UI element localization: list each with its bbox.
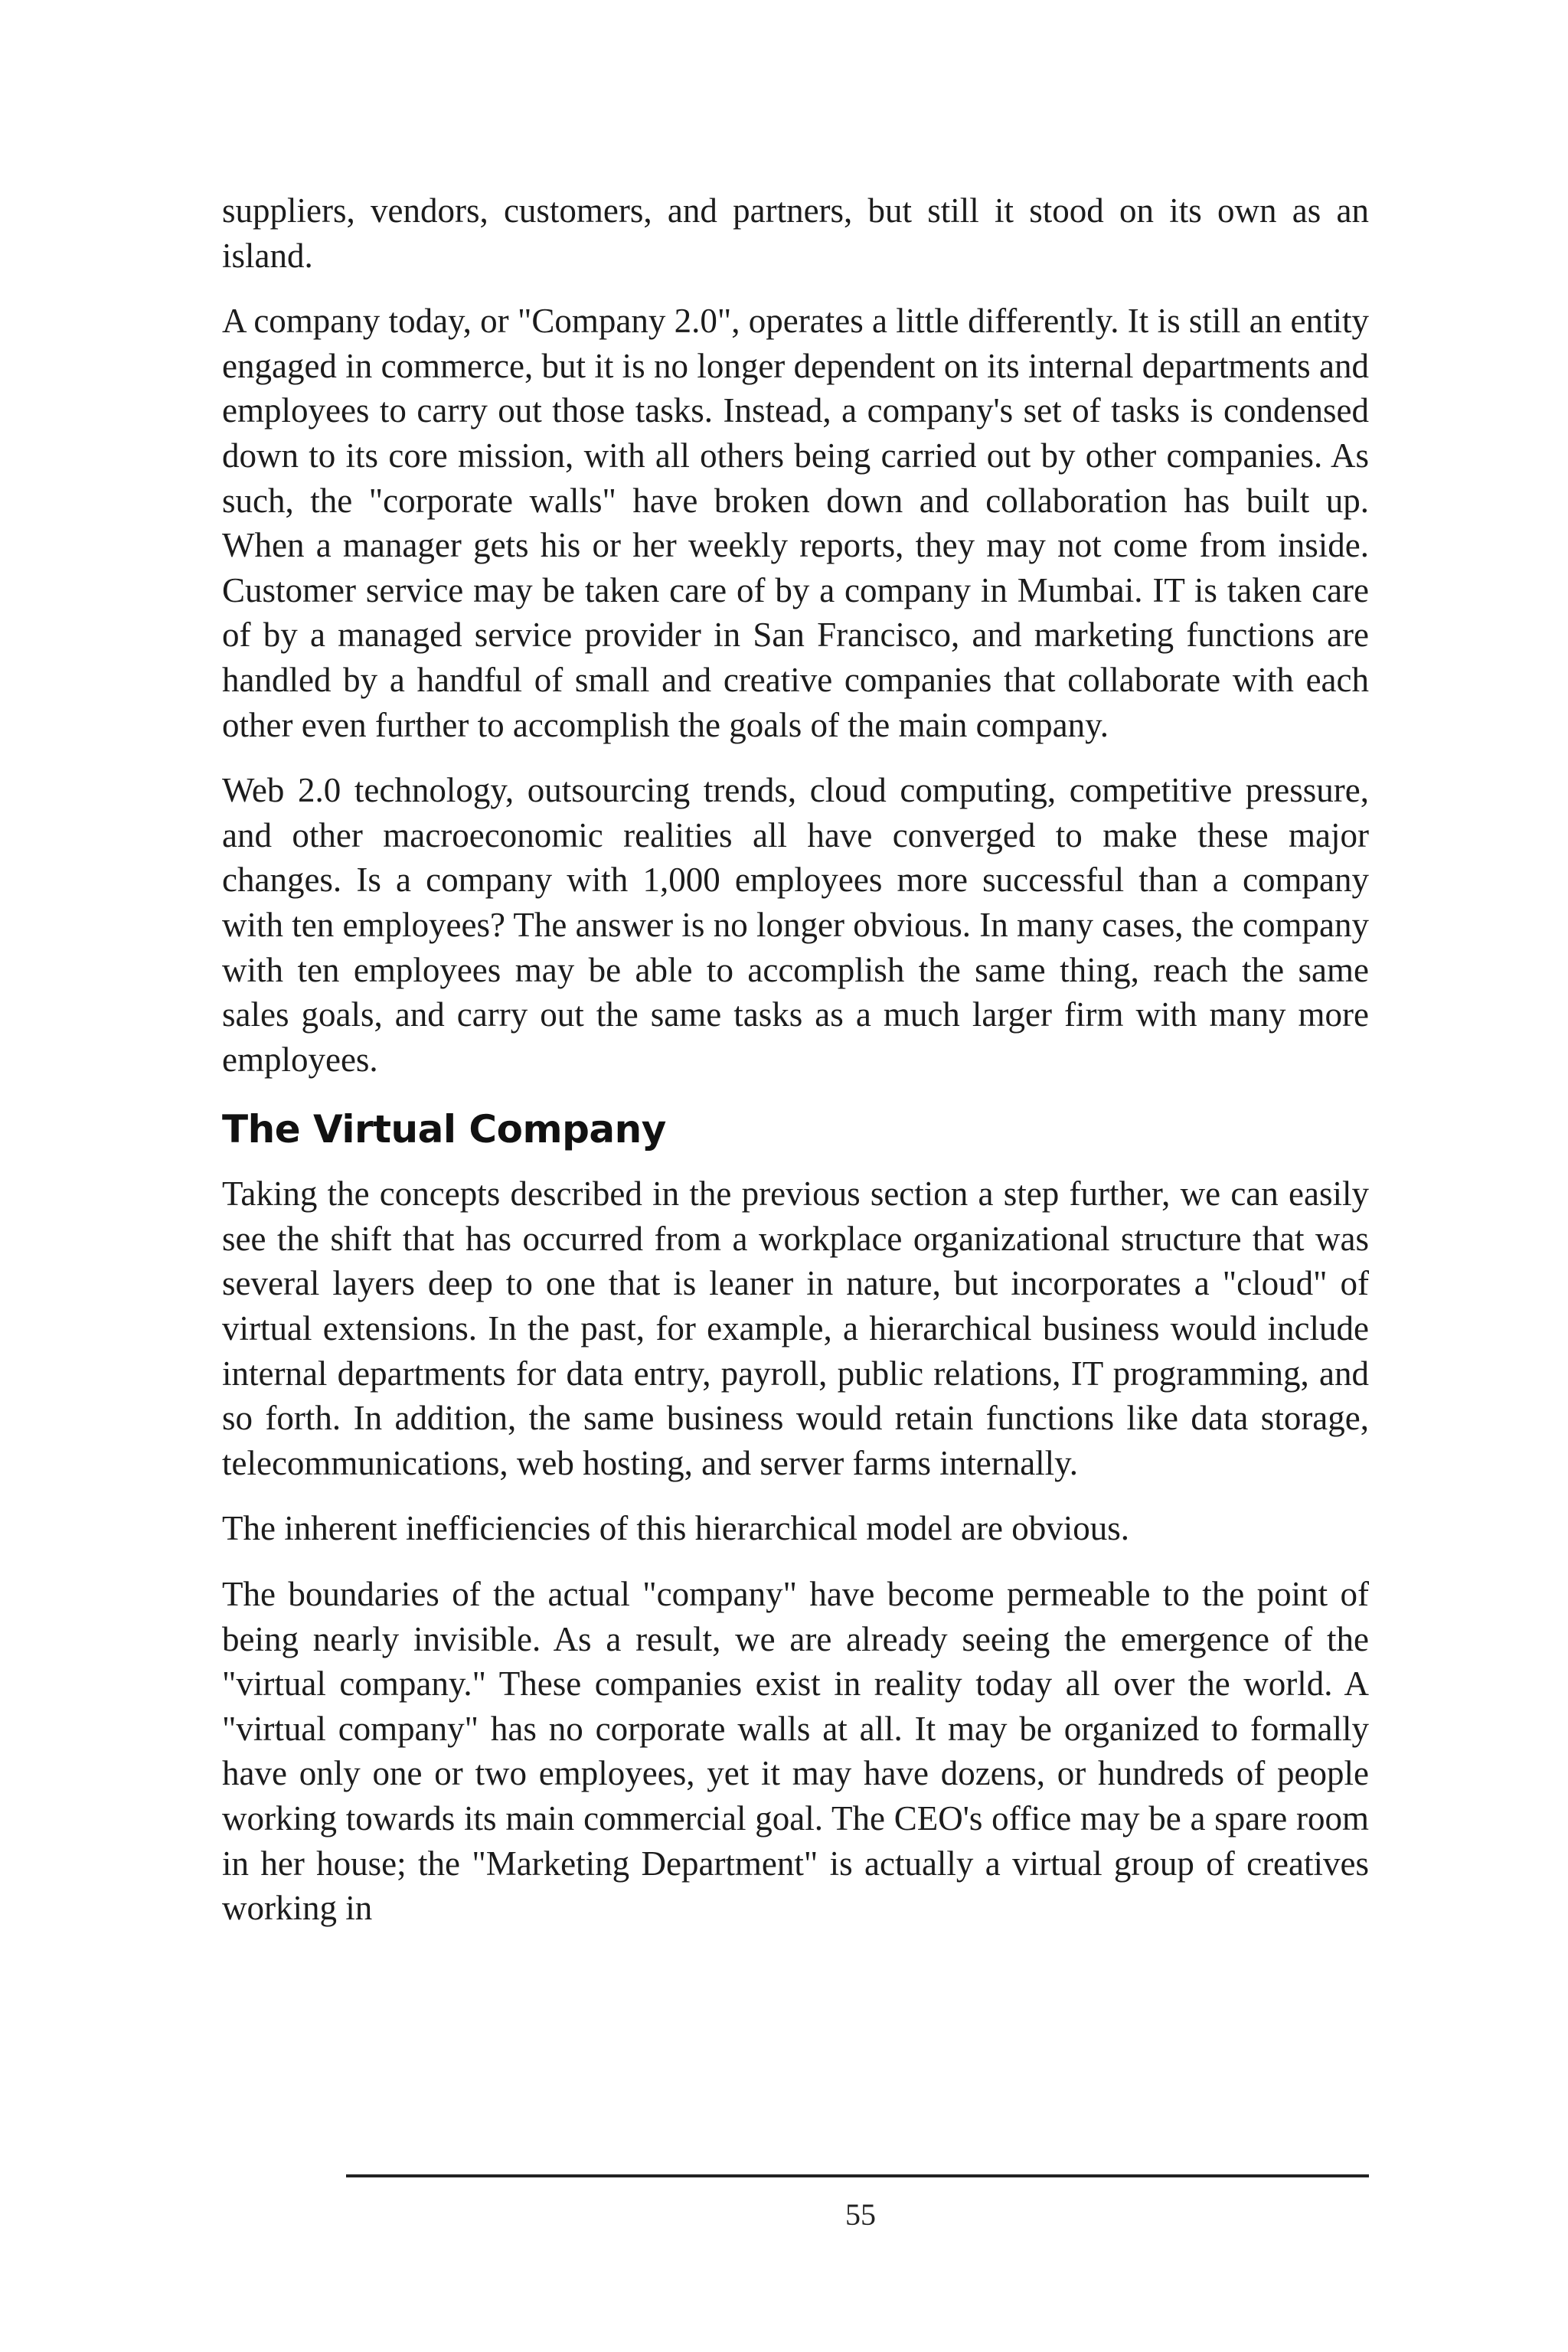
page-number: 55 xyxy=(845,2197,876,2232)
paragraph-inefficiencies: The inherent inefficiencies of this hierarchical model are obvious. xyxy=(222,1509,1129,1548)
section-heading: The Virtual Company xyxy=(222,1107,666,1152)
paragraph-company-2-0: A company today, or "Company 2.0", operates a little differently. It is still an entity engaged in commerce, but it is no longer dependent on its internal departments and employees to carry out those tasks. Instead, a company's set of tasks is condensed down to its core mission, with all others being carried out by other companies. As such, the "corporate walls" have broken down and collaboration has built up. When a manager gets his or her weekly reports, they may not come from inside. Customer service may be taken care of by a company in Mumbai. IT is taken care of by a managed service provider in San Francisco, and marketing functions are handled by a handful of small and creative companies that collaborate with each other even further to accomplish the goals of the main company. xyxy=(222,302,1369,744)
body-text xyxy=(222,188,1369,1952)
paragraph-concepts: Taking the concepts described in the previous section a step further, we can easily see the shift that has occurred from a workplace organizational structure that was several layers deep to one that is leaner in nature, but incorporates a "cloud" of virtual extensions. In the past, for example, a hierarchical business would include internal departments for data entry, payroll, public relations, IT programming, and so forth. In addition, the same business would retain functions like data storage, telecommunications, web hosting, and server farms internally. xyxy=(222,1174,1369,1482)
footer-divider xyxy=(346,2174,1369,2177)
paragraph-web-2-0: Web 2.0 technology, outsourcing trends, cloud computing, competitive pressure, and other macroeconomic realities all have converged to make these major changes. Is a company with 1,000 employees more successful than a company with ten employees? The answer is no longer obvious. In many cases, the company with ten employees may be able to accomplish the same thing, reach the same sales goals, and carry out the same tasks as a much larger firm with many more employees. xyxy=(222,771,1369,1079)
paragraph-continuation: suppliers, vendors, customers, and partners, but still it stood on its own as an island. xyxy=(222,191,1369,275)
paragraph-boundaries: The boundaries of the actual "company" have become permeable to the point of being nearly invisible. As a result, we are already seeing the emergence of the "virtual company." These companies exist in reality today all over the world. A "virtual company" has no corporate walls at all. It may be organized to formally have only one or two employees, yet it may have dozens, or hundreds of people working towards its main commercial goal. The CEO's office may be a spare room in her house; the "Marketing Department" is actually a virtual group of creatives working in xyxy=(222,1575,1369,1928)
